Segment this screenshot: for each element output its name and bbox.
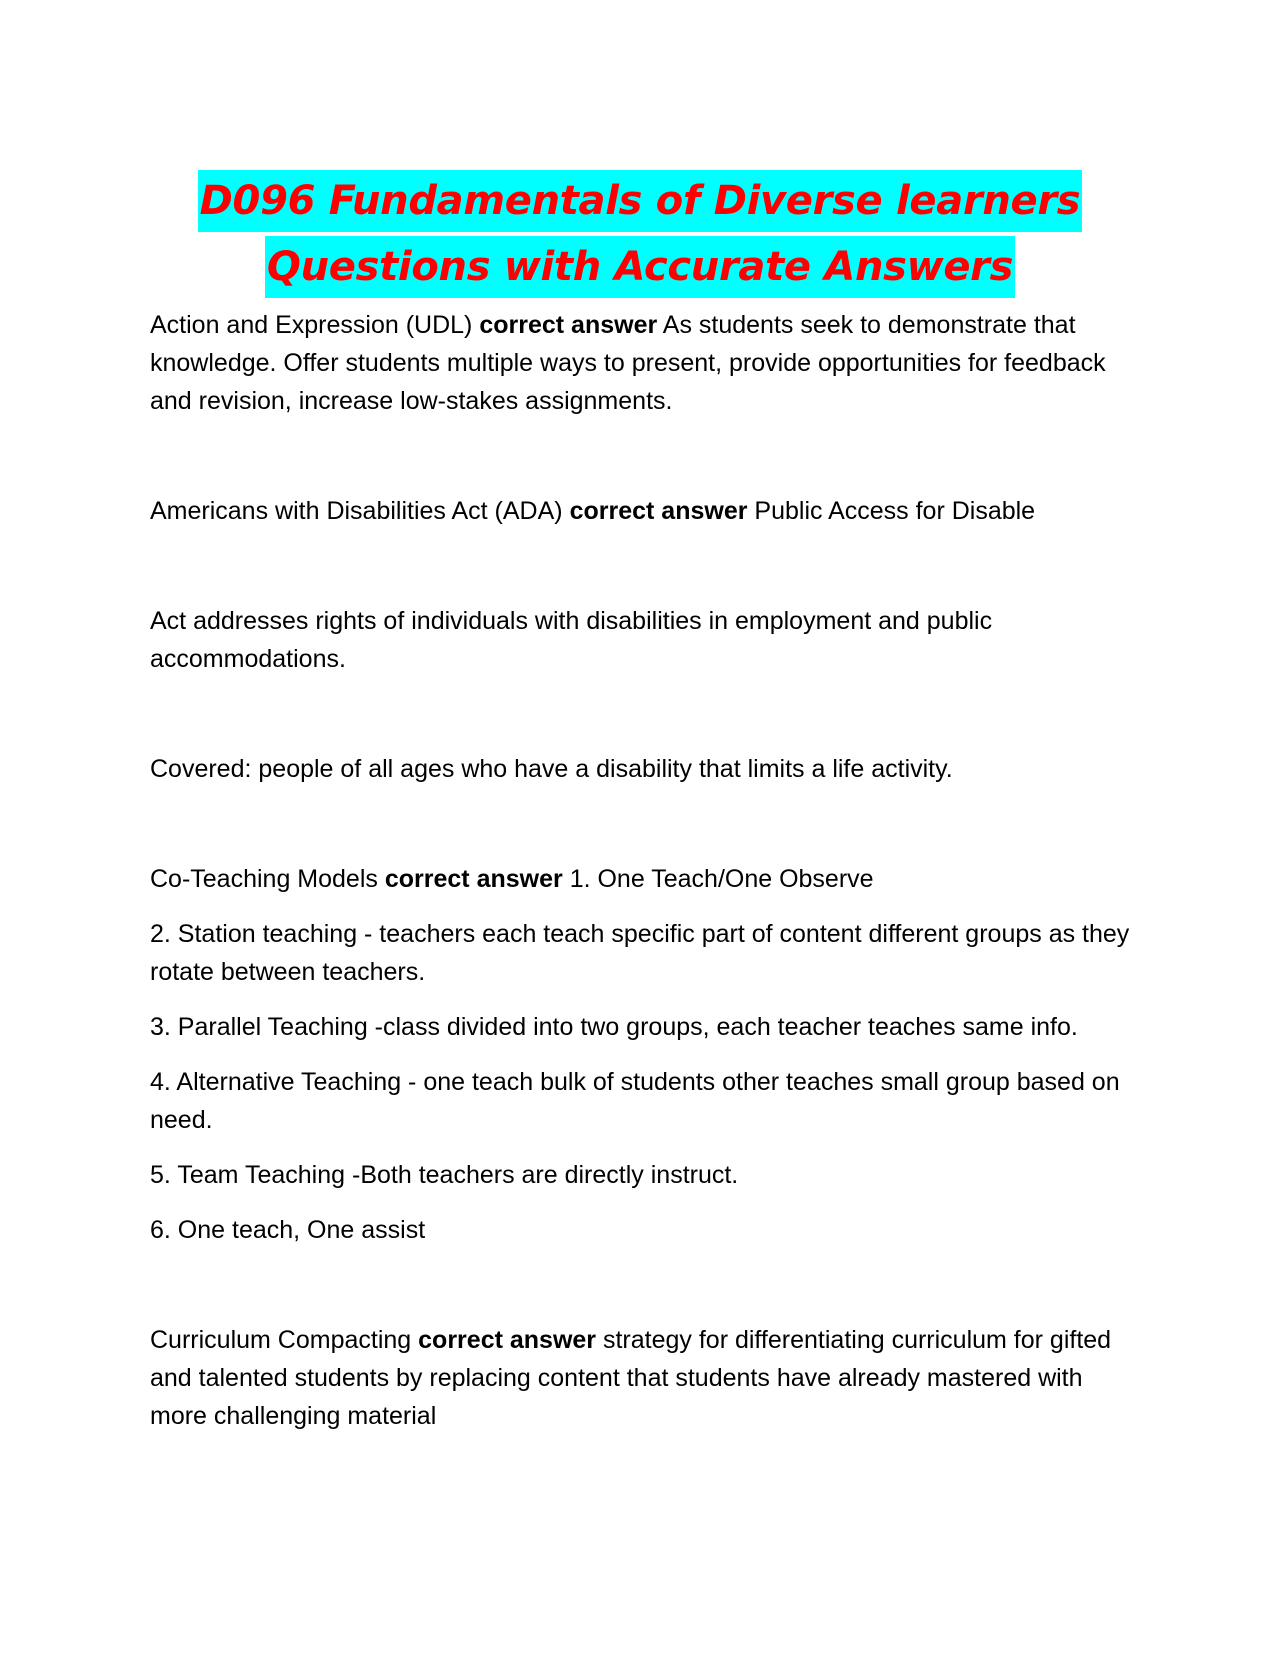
entry-term: Curriculum Compacting — [150, 1326, 412, 1354]
entry-action-expression — [150, 306, 1140, 420]
entry-ada — [150, 492, 1140, 530]
document-title — [0, 170, 1280, 302]
entry-answer: Public Access for Disable — [754, 497, 1036, 525]
list-item: 4. Alternative Teaching - one teach bulk of students other teaches small group based on need. — [150, 1068, 1120, 1134]
entry-curriculum-compacting — [150, 1321, 1140, 1435]
title-line-2: Questions with Accurate Answers — [265, 236, 1015, 298]
title-line-1: D096 Fundamentals of Diverse learners — [198, 170, 1083, 232]
entry-ada-covered: Covered: people of all ages who have a disability that limits a life activity. — [150, 755, 953, 783]
answer-marker: correct answer — [384, 865, 563, 893]
entry-answer: strategy for differentiating curriculum for gifted and talented students by replacing content that students have already mastered with more challenging material — [150, 1326, 1112, 1430]
entry-term: Co-Teaching Models — [150, 865, 378, 893]
entry-answer: As students seek to demonstrate that knowledge. Offer students multiple ways to present, provide opportunities for feedback and revision, increase low-stakes assignments. — [150, 311, 1106, 415]
answer-marker: correct answer — [418, 1326, 597, 1354]
entry-answer: 1. One Teach/One Observe — [569, 865, 874, 893]
list-item: 2. Station teaching - teachers each teach specific part of content different groups as they rotate between teachers. — [150, 920, 1130, 986]
list-item: 6. One teach, One assist — [150, 1216, 426, 1244]
entry-co-teaching — [150, 860, 1140, 898]
document-body — [150, 306, 1140, 1435]
list-item: 3. Parallel Teaching -class divided into two groups, each teacher teaches same info. — [150, 1013, 1078, 1041]
list-item: 5. Team Teaching -Both teachers are directly instruct. — [150, 1161, 739, 1189]
entry-ada-detail: Act addresses rights of individuals with disabilities in employment and public accommodations. — [150, 607, 993, 673]
answer-marker: correct answer — [479, 311, 658, 339]
entry-term: Action and Expression (UDL) — [150, 311, 473, 339]
entry-term: Americans with Disabilities Act (ADA) — [150, 497, 563, 525]
answer-marker: correct answer — [569, 497, 748, 525]
